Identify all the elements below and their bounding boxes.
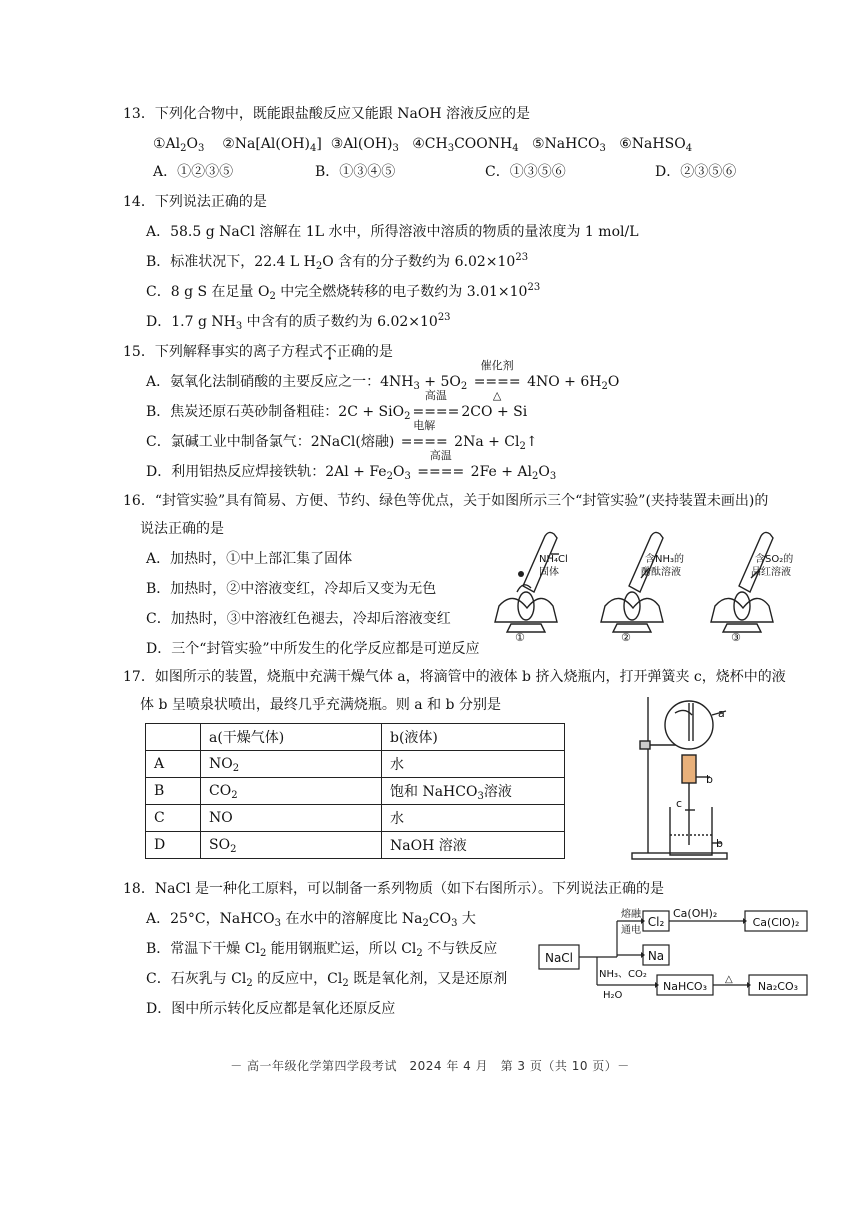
label-c: c [676, 797, 683, 810]
melt-label: 熔融 [621, 909, 641, 920]
q16-stem-line1: 16．“封管实验”具有简易、方便、节约、绿色等优点，关于如图所示三个“封管实验”(夹持装置未画出)的 [123, 493, 769, 509]
q15-stem: 15．下列解释事实的离子方程式不正确的是 [123, 344, 393, 360]
q14-option-b: B．标准状况下，22.4 L $H_2O$ 含有的分子数约为 $6.02\times 10^{23}$ [146, 252, 529, 272]
q15-option-a: A．氨氧化法制硝酸的主要反应之一：$4NH_3 + 5O_2$ 催化剂 ==== △ $4NO + 6H_2O$ [146, 359, 620, 402]
q16-option-d: D．三个“封管实验”中所发生的化学反应都是可逆反应 [146, 641, 480, 657]
table-cell: NO [201, 805, 382, 832]
q16-option-b: B．加热时，②中溶液变红，冷却后又变为无色 [146, 581, 437, 597]
label-b-bottom: b [716, 837, 723, 850]
table-cell: 水 [382, 751, 565, 778]
table-cell: NaOH 溶液 [382, 832, 565, 859]
q15-option-b: B．焦炭还原石英砂制备粗硅：2C + SiO$_2$ 高温 ==== 2CO + Si [146, 389, 528, 422]
table-row [146, 832, 565, 859]
q18-option-c: C．石灰乳与 $Cl_2$ 的反应中，$Cl_2$ 既是氧化剂，又是还原剂 [146, 971, 508, 989]
table-cell: D [146, 832, 201, 859]
q15-option-d: D．利用铝热反应焊接铁轨：$2Al + Fe_2O_3$ 高温 ==== $2Fe + Al_2O_3$ [146, 449, 557, 482]
q17-stem-line2: 体 b 呈喷泉状喷出，最终几乎充满烧瓶。则 a 和 b 分别是 [140, 697, 501, 713]
reagent-label-2: H₂O [603, 990, 623, 1000]
table-row [146, 778, 565, 805]
electrolysis-label: 通电 [621, 925, 641, 936]
sealed-tube-3 [711, 532, 773, 632]
q14-option-d: D．1.7 g $NH_3$ 中含有的质子数约为 $6.02\times 10^{23}$ [146, 312, 451, 332]
tube3-number: ③ [731, 631, 741, 643]
q13-option-d: D．②③⑤⑥ [655, 164, 737, 180]
table-cell: 饱和 NaHCO$_3$溶液 [382, 778, 565, 805]
table-cell: $SO_2$ [201, 832, 382, 859]
table-header-row [146, 724, 565, 751]
q13-option-a: A．①②③⑤ [153, 164, 234, 180]
table-cell: $CO_2$ [201, 778, 382, 805]
caclo2-label: Ca(ClO)₂ [752, 916, 800, 929]
table-header-cell: a(干燥气体) [201, 724, 382, 751]
tube2-number: ② [621, 631, 631, 643]
q14-stem: 14．下列说法正确的是 [123, 194, 267, 210]
sealed-tube-figure [493, 528, 823, 643]
tube1-number: ① [515, 631, 525, 643]
nacl-label: NaCl [544, 951, 574, 965]
q13-items: $①Al_2O_3$ $②Na[Al(OH)_4]$ $③Al(OH)_3$ $④CH_3COONH_4$ ⑤NaHCO$_3$ ⑥NaHSO$_4$ [153, 136, 693, 154]
table-row [146, 751, 565, 778]
q13-option-c: C．①③⑤⑥ [485, 164, 566, 180]
q18-option-a: A．25°C，NaHCO$_3$ 在水中的溶解度比 $Na_2CO_3$ 大 [146, 911, 476, 929]
label-a: a [718, 707, 725, 720]
label-b-top: b [706, 773, 713, 786]
tube1-label-line1: NH₄Cl [539, 554, 568, 565]
q18-option-d: D．图中所示转化反应都是氧化还原反应 [146, 1001, 396, 1017]
heat-label: △ [725, 974, 733, 985]
q13-option-b: B．①③④⑤ [315, 164, 396, 180]
table-row [146, 805, 565, 832]
q15-option-c: C．氯碱工业中制备氯气：2NaCl(熔融) 电解 ==== $2Na + Cl_2↑$ [146, 419, 538, 452]
table-header-cell: b(液体) [382, 724, 565, 751]
q18-option-b: B．常温下干燥 $Cl_2$ 能用钢瓶贮运，所以 $Cl_2$ 不与铁反应 [146, 941, 498, 959]
cl2-label: Cl₂ [647, 915, 665, 929]
table-cell: B [146, 778, 201, 805]
tube2-label-line2: 酚酞溶液 [641, 567, 681, 578]
fountain-apparatus-figure [630, 695, 740, 863]
tube2-label-line1: 含NH₃的 [645, 554, 685, 565]
q16-option-c: C．加热时，③中溶液红色褪去，冷却后溶液变红 [146, 611, 451, 627]
q14-option-a: A．58.5 g NaCl 溶解在 1L 水中，所得溶液中溶质的物质的量浓度为 1 mol/L [146, 224, 639, 240]
tube1-label-line2: 固体 [539, 567, 559, 578]
table-cell: 水 [382, 805, 565, 832]
tube3-label-line1: 含SO₂的 [755, 554, 794, 565]
caoh2-label: Ca(OH)₂ [673, 907, 718, 920]
table-cell: A [146, 751, 201, 778]
q18-stem: 18．NaCl 是一种化工原料，可以制备一系列物质（如下右图所示）。下列说法正确的是 [123, 881, 665, 897]
nacl-conversion-diagram [537, 905, 822, 1000]
page-footer: － 高一年级化学第四学段考试 2024 年 4 月 第 3 页（共 10 页）－ [230, 1059, 630, 1073]
reagent-label-1: NH₃、CO₂ [599, 969, 647, 980]
table-cell: C [146, 805, 201, 832]
q13-stem: 13．下列化合物中，既能跟盐酸反应又能跟 NaOH 溶液反应的是 [123, 106, 530, 122]
q16-option-a: A．加热时，①中上部汇集了固体 [146, 551, 353, 567]
sealed-tube-1 [495, 532, 557, 632]
q17-stem-line1: 17．如图所示的装置，烧瓶中充满干燥气体 a，将滴管中的液体 b 挤入烧瓶内，打开弹簧夹 c，烧杯中的液 [123, 669, 786, 685]
tube3-label-line2: 品红溶液 [751, 567, 791, 578]
table-cell: $NO_2$ [201, 751, 382, 778]
na-label: Na [647, 949, 665, 963]
table-header-cell [146, 724, 201, 751]
q16-stem-line2: 说法正确的是 [140, 521, 224, 537]
q14-option-c: C．8 g S 在足量 $O_2$ 中完全燃烧转移的电子数约为 $3.01\times 10^{23}$ [146, 282, 541, 302]
na2co3-label: Na₂CO₃ [757, 980, 799, 993]
q17-table [145, 723, 565, 859]
sealed-tube-2 [601, 532, 663, 632]
nahco3-label: NaHCO₃ [663, 980, 707, 993]
